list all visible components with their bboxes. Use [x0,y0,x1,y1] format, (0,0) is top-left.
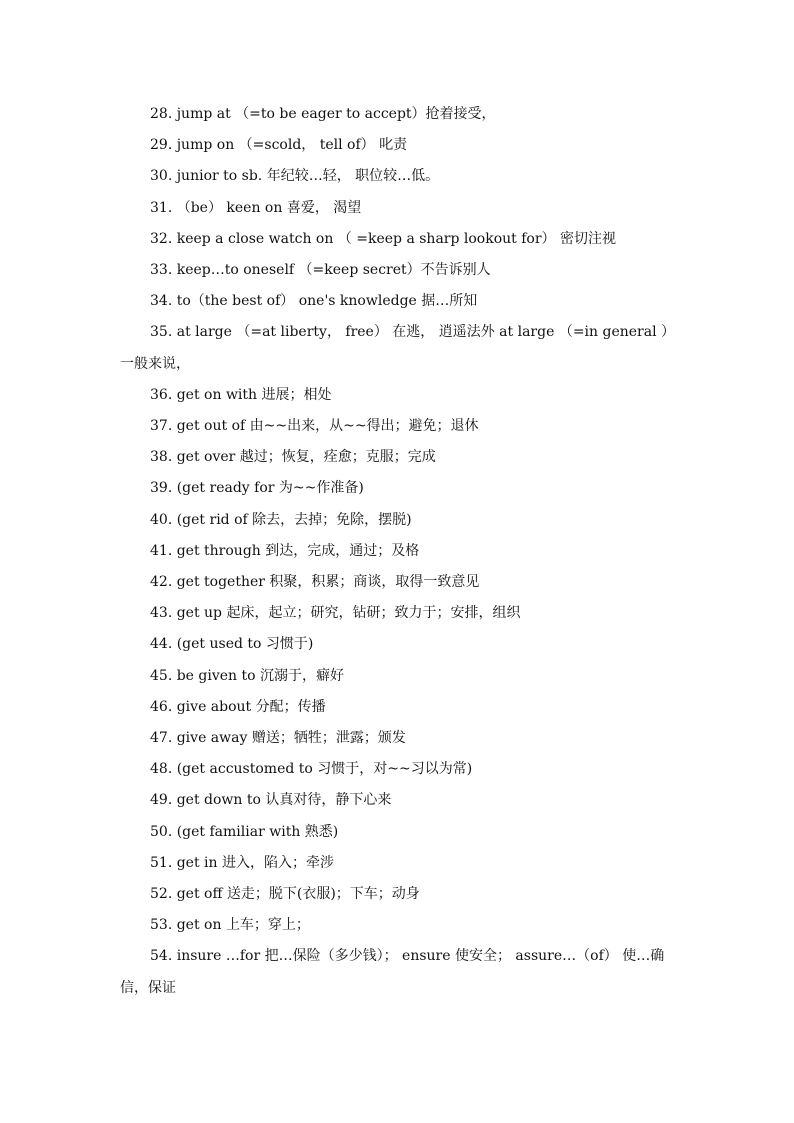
entry-number: 42. [150,574,173,591]
entry-text: get in 进入，陷入；牵涉 [176,854,334,871]
entry-text: （be） keen on 喜爱， 渴望 [176,199,362,216]
entry-number: 41. [150,542,173,559]
phrase-entry [120,567,680,598]
entry-text: (get used to 习惯于) [176,636,314,653]
entry-text: give away 赠送；牺牲；泄露；颁发 [176,730,406,747]
entry-number: 36. [150,386,173,403]
entry-text: junior to sb. 年纪较…轻， 职位较…低。 [176,168,440,185]
entry-text: (get accustomed to 习惯于，对~~习以为常) [176,761,473,778]
entry-number: 34. [150,293,173,310]
phrase-entry [120,317,680,379]
entry-text: get off 送走；脱下(衣服)；下车；动身 [176,886,420,903]
entry-text: to（the best of） one's knowledge 据…所知 [176,293,478,310]
phrase-entry [120,848,680,879]
entry-number: 30. [150,168,173,185]
phrase-entry [120,661,680,692]
entry-number: 40. [150,511,173,528]
entry-number: 31. [150,199,173,216]
phrase-entry [120,785,680,816]
entry-number: 54. [150,948,173,965]
entry-number: 37. [150,418,173,435]
phrase-entry [120,910,680,941]
entry-text: get together 积聚，积累；商谈，取得一致意见 [176,574,480,591]
entry-text: get on with 进展；相处 [176,386,332,403]
entry-text: (get rid of 除去，去掉；免除，摆脱) [176,511,412,528]
entry-text: (get familiar with 熟悉) [176,823,339,840]
entry-number: 32. [150,230,173,247]
phrase-entry [120,411,680,442]
entry-number: 46. [150,698,173,715]
phrase-entry [120,255,680,286]
entry-text: keep a close watch on （ =keep a sharp lookout for） 密切注视 [176,230,616,247]
entry-number: 51. [150,854,173,871]
entry-number: 52. [150,886,173,903]
entry-text: get over 越过；恢复，痊愈；克服；完成 [176,449,436,466]
phrase-entry [120,161,680,192]
entry-number: 38. [150,449,173,466]
entry-number: 39. [150,480,173,497]
entry-text: keep…to oneself （=keep secret）不告诉别人 [176,262,491,279]
phrase-entry [120,473,680,504]
entry-text: get through 到达，完成，通过；及格 [176,542,420,559]
phrase-entry [120,629,680,660]
entry-number: 50. [150,823,173,840]
phrase-entry [120,879,680,910]
entry-number: 43. [150,605,173,622]
entry-number: 33. [150,262,173,279]
entry-text: jump on （=scold， tell of） 叱责 [176,137,408,154]
phrase-entry [120,224,680,255]
entry-number: 47. [150,730,173,747]
entry-text: jump at （=to be eager to accept）抢着接受， [176,106,496,122]
phrase-entry [120,941,680,1003]
entry-text: give about 分配；传播 [176,698,326,715]
phrase-entry [120,505,680,536]
entry-text: (get ready for 为~~作准备) [176,480,364,497]
phrase-entry [120,754,680,785]
phrase-entry [120,817,680,848]
entry-text: get up 起床，起立；研究，钻研；致力于；安排，组织 [176,605,521,622]
phrase-entry [120,130,680,161]
entry-number: 53. [150,917,173,934]
entry-number: 49. [150,792,173,809]
entry-number: 44. [150,636,173,653]
phrase-entry [120,99,680,130]
entry-number: 45. [150,667,173,684]
entry-text: insure …for 把…保险（多少钱）； ensure 使安全； assure…（of） 使…确信，保证 [120,948,665,996]
entry-text: get on 上车；穿上； [176,917,310,934]
phrase-entry [120,442,680,473]
entry-number: 48. [150,761,173,778]
phrase-entry [120,598,680,629]
phrase-entry [120,193,680,224]
entry-text: get out of 由~~出来，从~~得出；避免；退休 [176,418,479,435]
entry-text: be given to 沉溺于，癖好 [176,667,345,684]
entry-number: 35. [150,324,173,341]
entry-number: 28. [150,106,173,122]
phrase-entry [120,536,680,567]
phrase-entry [120,286,680,317]
phrase-entry [120,723,680,754]
phrase-list [120,99,680,1004]
entry-text: get down to 认真对待，静下心来 [176,792,392,809]
entry-text: at large （=at liberty， free） 在逃， 逍遥法外 at large （=in general ）一般来说， [120,324,676,372]
entry-number: 29. [150,137,173,154]
phrase-entry [120,380,680,411]
phrase-entry [120,692,680,723]
